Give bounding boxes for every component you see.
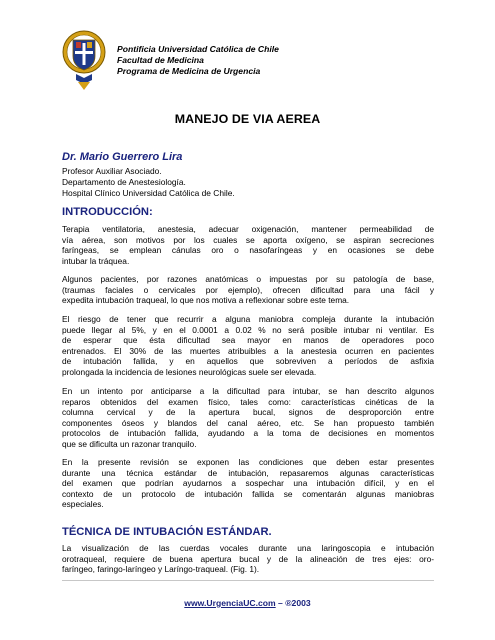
text-line: componentes óseos y blandos del canal aéreo, etc. Se han propuesto también xyxy=(62,417,434,428)
affiliation-line: Hospital Clínico Universidad Católica de Chile. xyxy=(62,188,235,198)
text-line: reparos obtenidos del examen físico, tales como: características cinéticas de la xyxy=(62,396,434,407)
affiliation-line: Departamento de Anestesiología. xyxy=(62,177,186,187)
text-line: del examen que podrían ayudarnos a sospechar una intubación difícil, y en el xyxy=(62,478,434,489)
intro-paragraph-5 xyxy=(62,457,434,510)
section-heading-tecnica: TÉCNICA DE INTUBACIÓN ESTÁNDAR. xyxy=(62,526,272,538)
text-line: columna cervical y de la apertura bucal, signos de desproporción entre xyxy=(62,407,434,418)
text-line: Terapia ventilatoria, anestesia, adecuar oxigenación, mantener permeabilidad de xyxy=(62,224,434,234)
text-line: faríngeas, se emplean cánulas oro o nasofaríngeas y en ocasiones se debe xyxy=(62,245,434,256)
text-line: vía aérea, son motivos por los cuales se aporta oxígeno, se aspiran secreciones xyxy=(62,234,434,245)
author-affiliation xyxy=(62,166,235,199)
text-line: La visualización de las cuerdas vocales durante una laringoscopia e intubación xyxy=(62,543,434,553)
text-line: En un intento por anticiparse a la dificultad para intubar, se han descrito algunos xyxy=(62,386,434,396)
text-line: contexto de un protocolo de intubación fallida se comentarán algunas maniobras xyxy=(62,488,434,499)
text-line: prolongada la incidencia de lesiones neurológicas suele ser elevada. xyxy=(62,366,317,377)
text-line: de intubación fallida, y en aquellos que sobreviven a períodos de asfixia xyxy=(62,356,434,367)
document-title: MANEJO DE VIA AEREA xyxy=(174,112,321,126)
text-line: faríngeo, faringo-laríngeo y Laríngo-traqueal. (Fig. 1). xyxy=(62,564,260,575)
text-line: El riesgo de tener que recurrir a alguna maniobra compleja durante la intubación xyxy=(62,314,434,324)
text-line: entrenados. El 30% de las muertes atribuibles a la anestesia ocurren en pacientes xyxy=(62,345,434,356)
intro-paragraph-4 xyxy=(62,386,434,450)
text-line: intubar la tráquea. xyxy=(62,255,130,266)
header-program: Programa de Medicina de Urgencia xyxy=(117,66,261,77)
header-faculty: Facultad de Medicina xyxy=(117,55,204,66)
text-line: puede llegar al 5%, y en el 0.0001 a 0.02 % no será posible intubar ni ventilar. Es xyxy=(62,324,434,335)
text-line: En la presente revisión se exponen las condiciones que deben estar presentes xyxy=(62,457,434,467)
copyright-text: – ®2003 xyxy=(275,598,311,608)
page-footer xyxy=(0,598,495,608)
footer-divider xyxy=(62,580,434,581)
text-line: orotraqueal, requiere de buena apertura bucal y de la alineación de tres ejes: oro- xyxy=(62,553,434,564)
text-line: Algunos pacientes, por razones anatómicas o impuestas por su patología de base, xyxy=(62,274,434,284)
intro-paragraph-2 xyxy=(62,274,434,306)
text-line: protocolos de intubación fallida, ayudando a la toma de decisiones en momentos xyxy=(62,428,434,439)
affiliation-line: Profesor Auxiliar Asociado. xyxy=(62,166,162,176)
text-line: especiales. xyxy=(62,499,104,510)
university-crest-logo xyxy=(62,30,106,92)
author-name: Dr. Mario Guerrero Lira xyxy=(62,151,183,163)
text-line: que se dificulta un razonar tranquilo. xyxy=(62,438,197,449)
text-line: (traumas faciales o cervicales por ejemplo), ofrecen dificultad para una fácil y xyxy=(62,284,434,295)
section-heading-introduccion: INTRODUCCIÓN: xyxy=(62,206,153,218)
text-line: durante una técnica estándar de intubación, repasaremos algunas características xyxy=(62,467,434,478)
intro-paragraph-1 xyxy=(62,224,434,266)
intro-paragraph-3 xyxy=(62,314,434,378)
website-link[interactable]: www.UrgenciaUC.com xyxy=(184,598,276,608)
text-line: de esperar que ésta dificultad sea mayor en manos de operadores poco xyxy=(62,335,434,346)
institution-header xyxy=(117,44,279,78)
text-line: expedita intubación traqueal, lo que nos motiva a reflexionar sobre este tema. xyxy=(62,295,350,306)
header-university: Pontificia Universidad Católica de Chile xyxy=(117,44,279,54)
tecnica-paragraph-1 xyxy=(62,543,434,575)
